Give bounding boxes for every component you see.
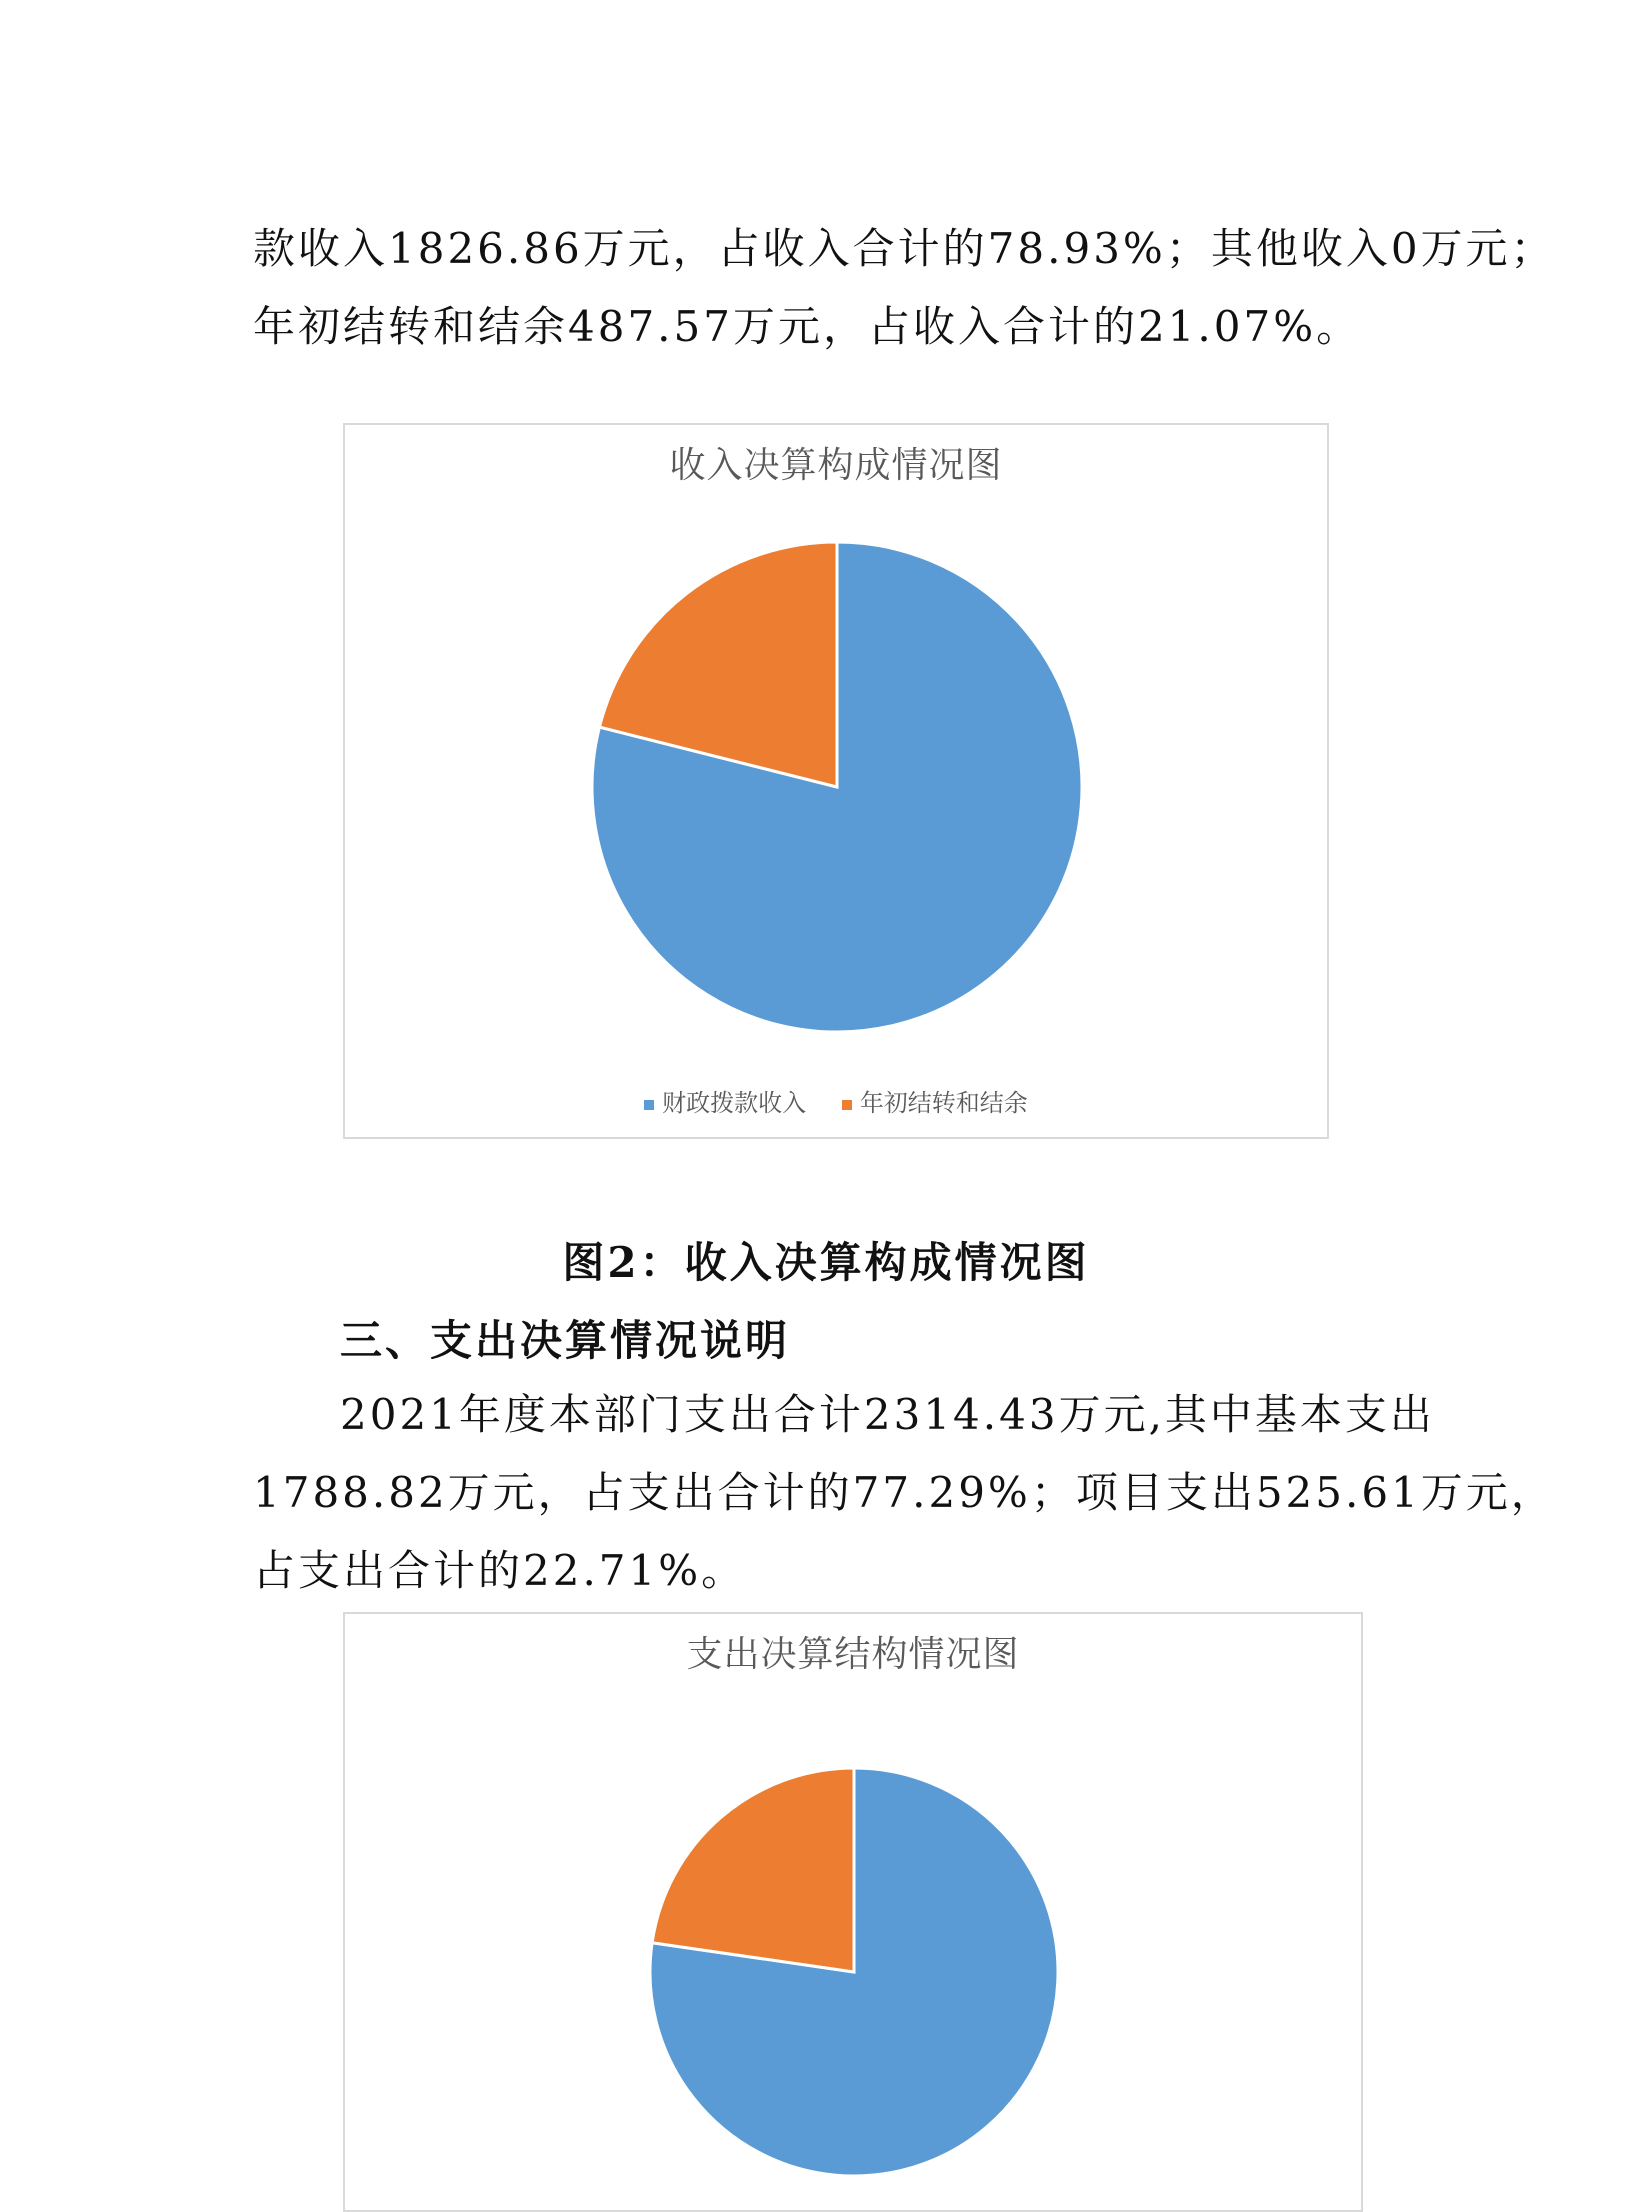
expenditure-pie [345, 1614, 1361, 2210]
figure-caption: 图2：收入决算构成情况图 [562, 1238, 1090, 1287]
section-heading: 三、支出决算情况说明 [340, 1316, 791, 1365]
legend-label: 财政拨款收入 [662, 1089, 807, 1117]
income-pie [345, 425, 1327, 1137]
paragraph-line: 款收入1826.86万元，占收入合计的78.93%；其他收入0万元； [253, 224, 1556, 273]
legend-swatch-orange [842, 1100, 852, 1110]
expenditure-chart [343, 1612, 1363, 2212]
chart-title: 收入决算构成情况图 [669, 445, 1003, 486]
pie-slice-1 [652, 1768, 854, 1972]
paragraph-line: 占支出合计的22.71%。 [253, 1546, 747, 1595]
legend-item [842, 1083, 1028, 1118]
legend-swatch-blue [644, 1100, 654, 1110]
legend-label: 年初结转和结余 [859, 1089, 1028, 1117]
income-chart [343, 423, 1329, 1139]
chart-title: 支出决算结构情况图 [686, 1634, 1020, 1675]
paragraph-line: 2021年度本部门支出合计2314.43万元,其中基本支出 [340, 1390, 1435, 1439]
paragraph-line: 1788.82万元，占支出合计的77.29%；项目支出525.61万元， [253, 1468, 1556, 1517]
paragraph-line: 年初结转和结余487.57万元，占收入合计的21.07%。 [253, 302, 1362, 351]
legend-item [644, 1083, 806, 1118]
chart-legend [345, 1083, 1327, 1118]
